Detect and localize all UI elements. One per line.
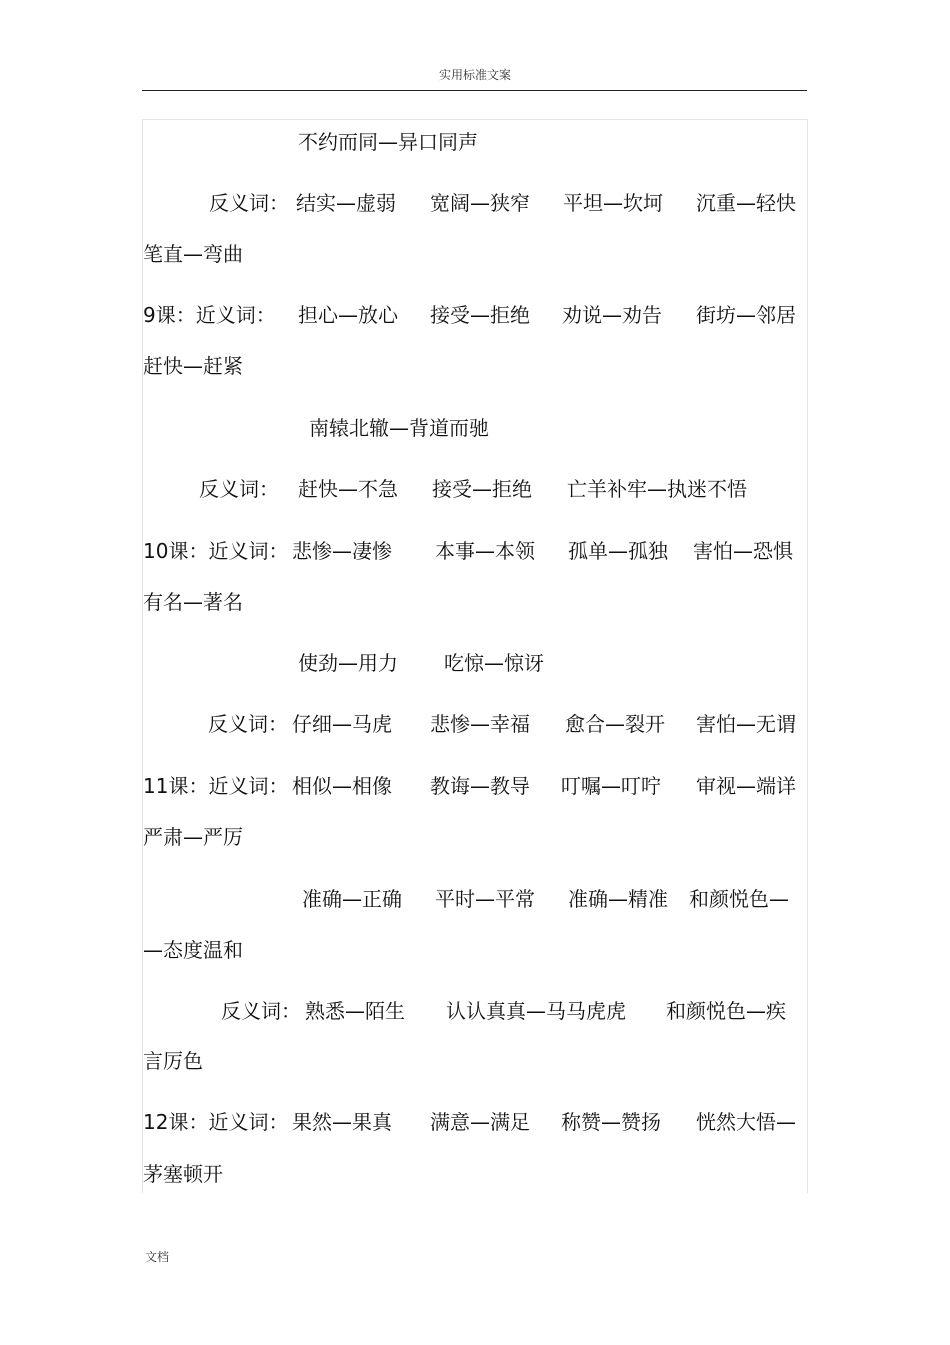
word-pair: 熟悉—陌生 [305,999,405,1023]
word-pair: 害怕—恐惧 [693,539,793,563]
word-pair: 宽阔—狭窄 [430,191,530,215]
word-pair: 不约而同—异口同声 [298,130,478,154]
word-pair: 担心—放心 [298,303,398,327]
word-pair: 平时—平常 [435,887,535,911]
word-pair: 害怕—无谓 [696,712,796,736]
line-label: 反义词： [208,712,288,736]
word-pair: 悲惨—幸福 [430,712,530,736]
word-pair: 果然—果真 [292,1110,392,1134]
word-pair: 言厉色 [143,1049,203,1073]
line-label: 10课：近义词： [143,539,289,563]
word-pair: 吃惊—惊讶 [444,651,544,675]
header-divider [142,90,807,91]
word-pair: 恍然大悟— [696,1110,796,1134]
word-pair: 笔直—弯曲 [143,242,243,266]
word-pair: 南辕北辙—背道而驰 [309,416,489,440]
word-pair: 有名—著名 [143,590,243,614]
word-pair: 和颜悦色—疾 [666,999,786,1023]
word-pair: —态度温和 [143,938,243,962]
word-pair: 劝说—劝告 [562,303,662,327]
word-pair: 沉重—轻快 [696,191,796,215]
page-footer-text: 文档 [145,1250,170,1264]
word-pair: 相似—相像 [292,774,392,798]
line-label: 12课：近义词： [143,1110,289,1134]
word-pair: 茅塞顿开 [143,1162,223,1186]
word-pair: 赶快—不急 [298,477,398,501]
word-pair: 结实—虚弱 [296,191,396,215]
word-pair: 审视—端详 [696,774,796,798]
line-label: 11课：近义词： [143,774,289,798]
word-pair: 准确—正确 [302,887,402,911]
word-pair: 准确—精准 [568,887,668,911]
word-pair: 严肃—严厉 [143,825,243,849]
line-label: 反义词： [221,999,301,1023]
word-pair: 孤单—孤独 [568,539,668,563]
line-label: 反义词： [209,191,289,215]
word-pair: 赶快—赶紧 [143,354,243,378]
page-header-title: 实用标准文案 [438,68,511,82]
word-pair: 使劲—用力 [298,651,398,675]
word-pair: 仔细—马虎 [292,712,392,736]
word-pair: 接受—拒绝 [432,477,532,501]
word-pair: 叮嘱—叮咛 [561,774,661,798]
word-pair: 接受—拒绝 [430,303,530,327]
word-pair: 认认真真—马马虎虎 [446,999,626,1023]
word-pair: 平坦—坎坷 [563,191,663,215]
word-pair: 教诲—教导 [430,774,530,798]
word-pair: 称赞—赞扬 [561,1110,661,1134]
word-pair: 满意—满足 [430,1110,530,1134]
word-pair: 愈合—裂开 [565,712,665,736]
line-label: 反义词： [199,477,279,501]
line-label: 9课：近义词： [143,303,276,327]
word-pair: 和颜悦色— [689,887,789,911]
word-pair: 街坊—邻居 [696,303,796,327]
word-pair: 悲惨—凄惨 [292,539,392,563]
word-pair: 本事—本领 [435,539,535,563]
word-pair: 亡羊补牢—执迷不悟 [567,477,747,501]
